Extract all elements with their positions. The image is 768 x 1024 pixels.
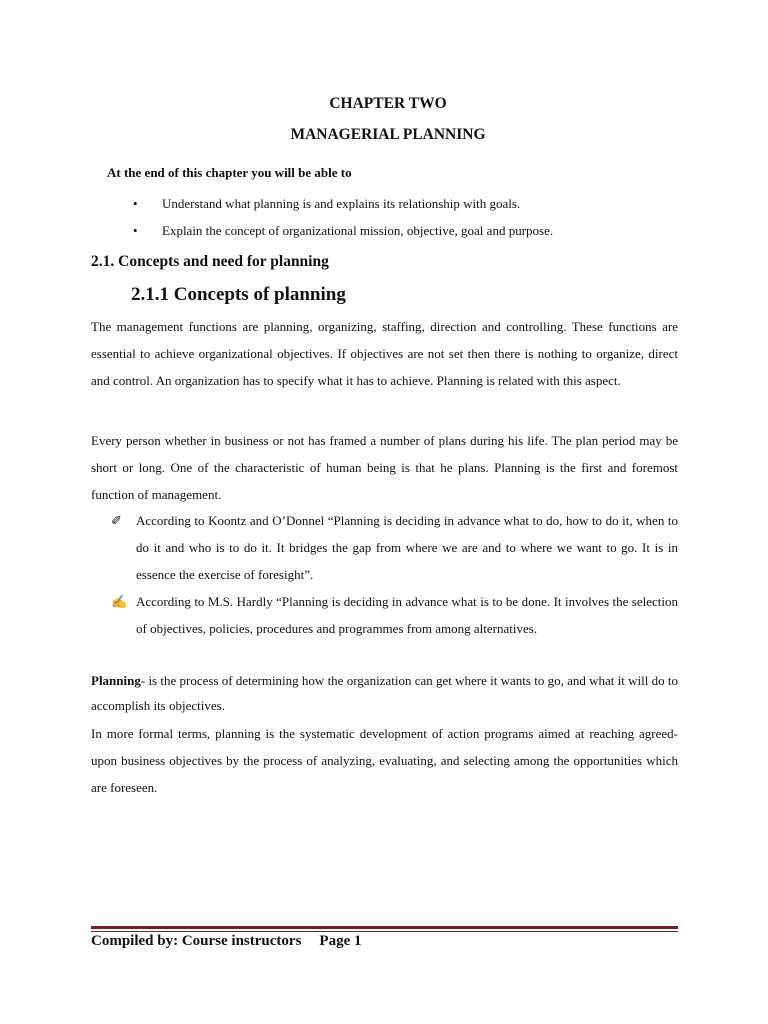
quote-item — [111, 507, 678, 588]
section-heading: 2.1. Concepts and need for planning — [91, 253, 329, 270]
quote-text: According to Koontz and O’Donnel “Planning is deciding in advance what to do, how to do it, when to do it and who is to do it. It bridges the gap from where we are and to where we want to go. It is in essence the exercise of foresight”. — [136, 513, 678, 582]
chapter-label: CHAPTER TWO — [329, 95, 447, 112]
footer-rule-thin — [91, 931, 678, 932]
paragraph: In more formal terms, planning is the systematic development of action programs aimed at reaching agreed-upon business objectives by the process of analyzing, evaluating, and selecting among the opportunities which are foreseen. — [91, 726, 678, 795]
footer — [91, 933, 362, 950]
subsection-heading: 2.1.1 Concepts of planning — [131, 284, 346, 305]
pencil-icon: ✍ — [111, 594, 128, 609]
list-item — [133, 222, 553, 249]
page-number: Page 1 — [319, 933, 362, 949]
objective-text: Understand what planning is and explains its relationship with goals. — [162, 196, 521, 211]
definition-term: Planning — [91, 673, 141, 688]
list-item — [133, 195, 553, 222]
bullet-dot-icon: • — [133, 223, 138, 238]
definition — [91, 668, 678, 718]
compiled-by: Compiled by: Course instructors — [91, 933, 302, 949]
paragraph: Every person whether in business or not has framed a number of plans during his life. The plan period may be short or long. One of the characteristic of human being is that he plans. Planning is the first and foremost function of management. — [91, 433, 678, 502]
definition-text: - is the process of determining how the organization can get where it wants to go, and what it will do to accomplish its objectives. — [91, 673, 678, 713]
objectives-intro: At the end of this chapter you will be able to — [107, 165, 352, 180]
pencil-icon: ✐ — [111, 513, 122, 528]
chapter-title: MANAGERIAL PLANNING — [290, 126, 486, 143]
quote-text: According to M.S. Hardly “Planning is deciding in advance what is to be done. It involves the selection of objectives, policies, procedures and programmes from among alternatives. — [136, 594, 678, 636]
objectives-list — [133, 195, 553, 249]
quote-item — [111, 588, 678, 642]
objective-text: Explain the concept of organizational mission, objective, goal and purpose. — [162, 223, 554, 238]
footer-rule — [91, 926, 678, 929]
paragraph: The management functions are planning, organizing, staffing, direction and controlling. These functions are essential to achieve organizational objectives. If objectives are not set then there is nothing to organize, direct and control. An organization has to specify what it has to achieve. Planning is related with this aspect. — [91, 319, 678, 388]
bullet-dot-icon: • — [133, 196, 138, 211]
